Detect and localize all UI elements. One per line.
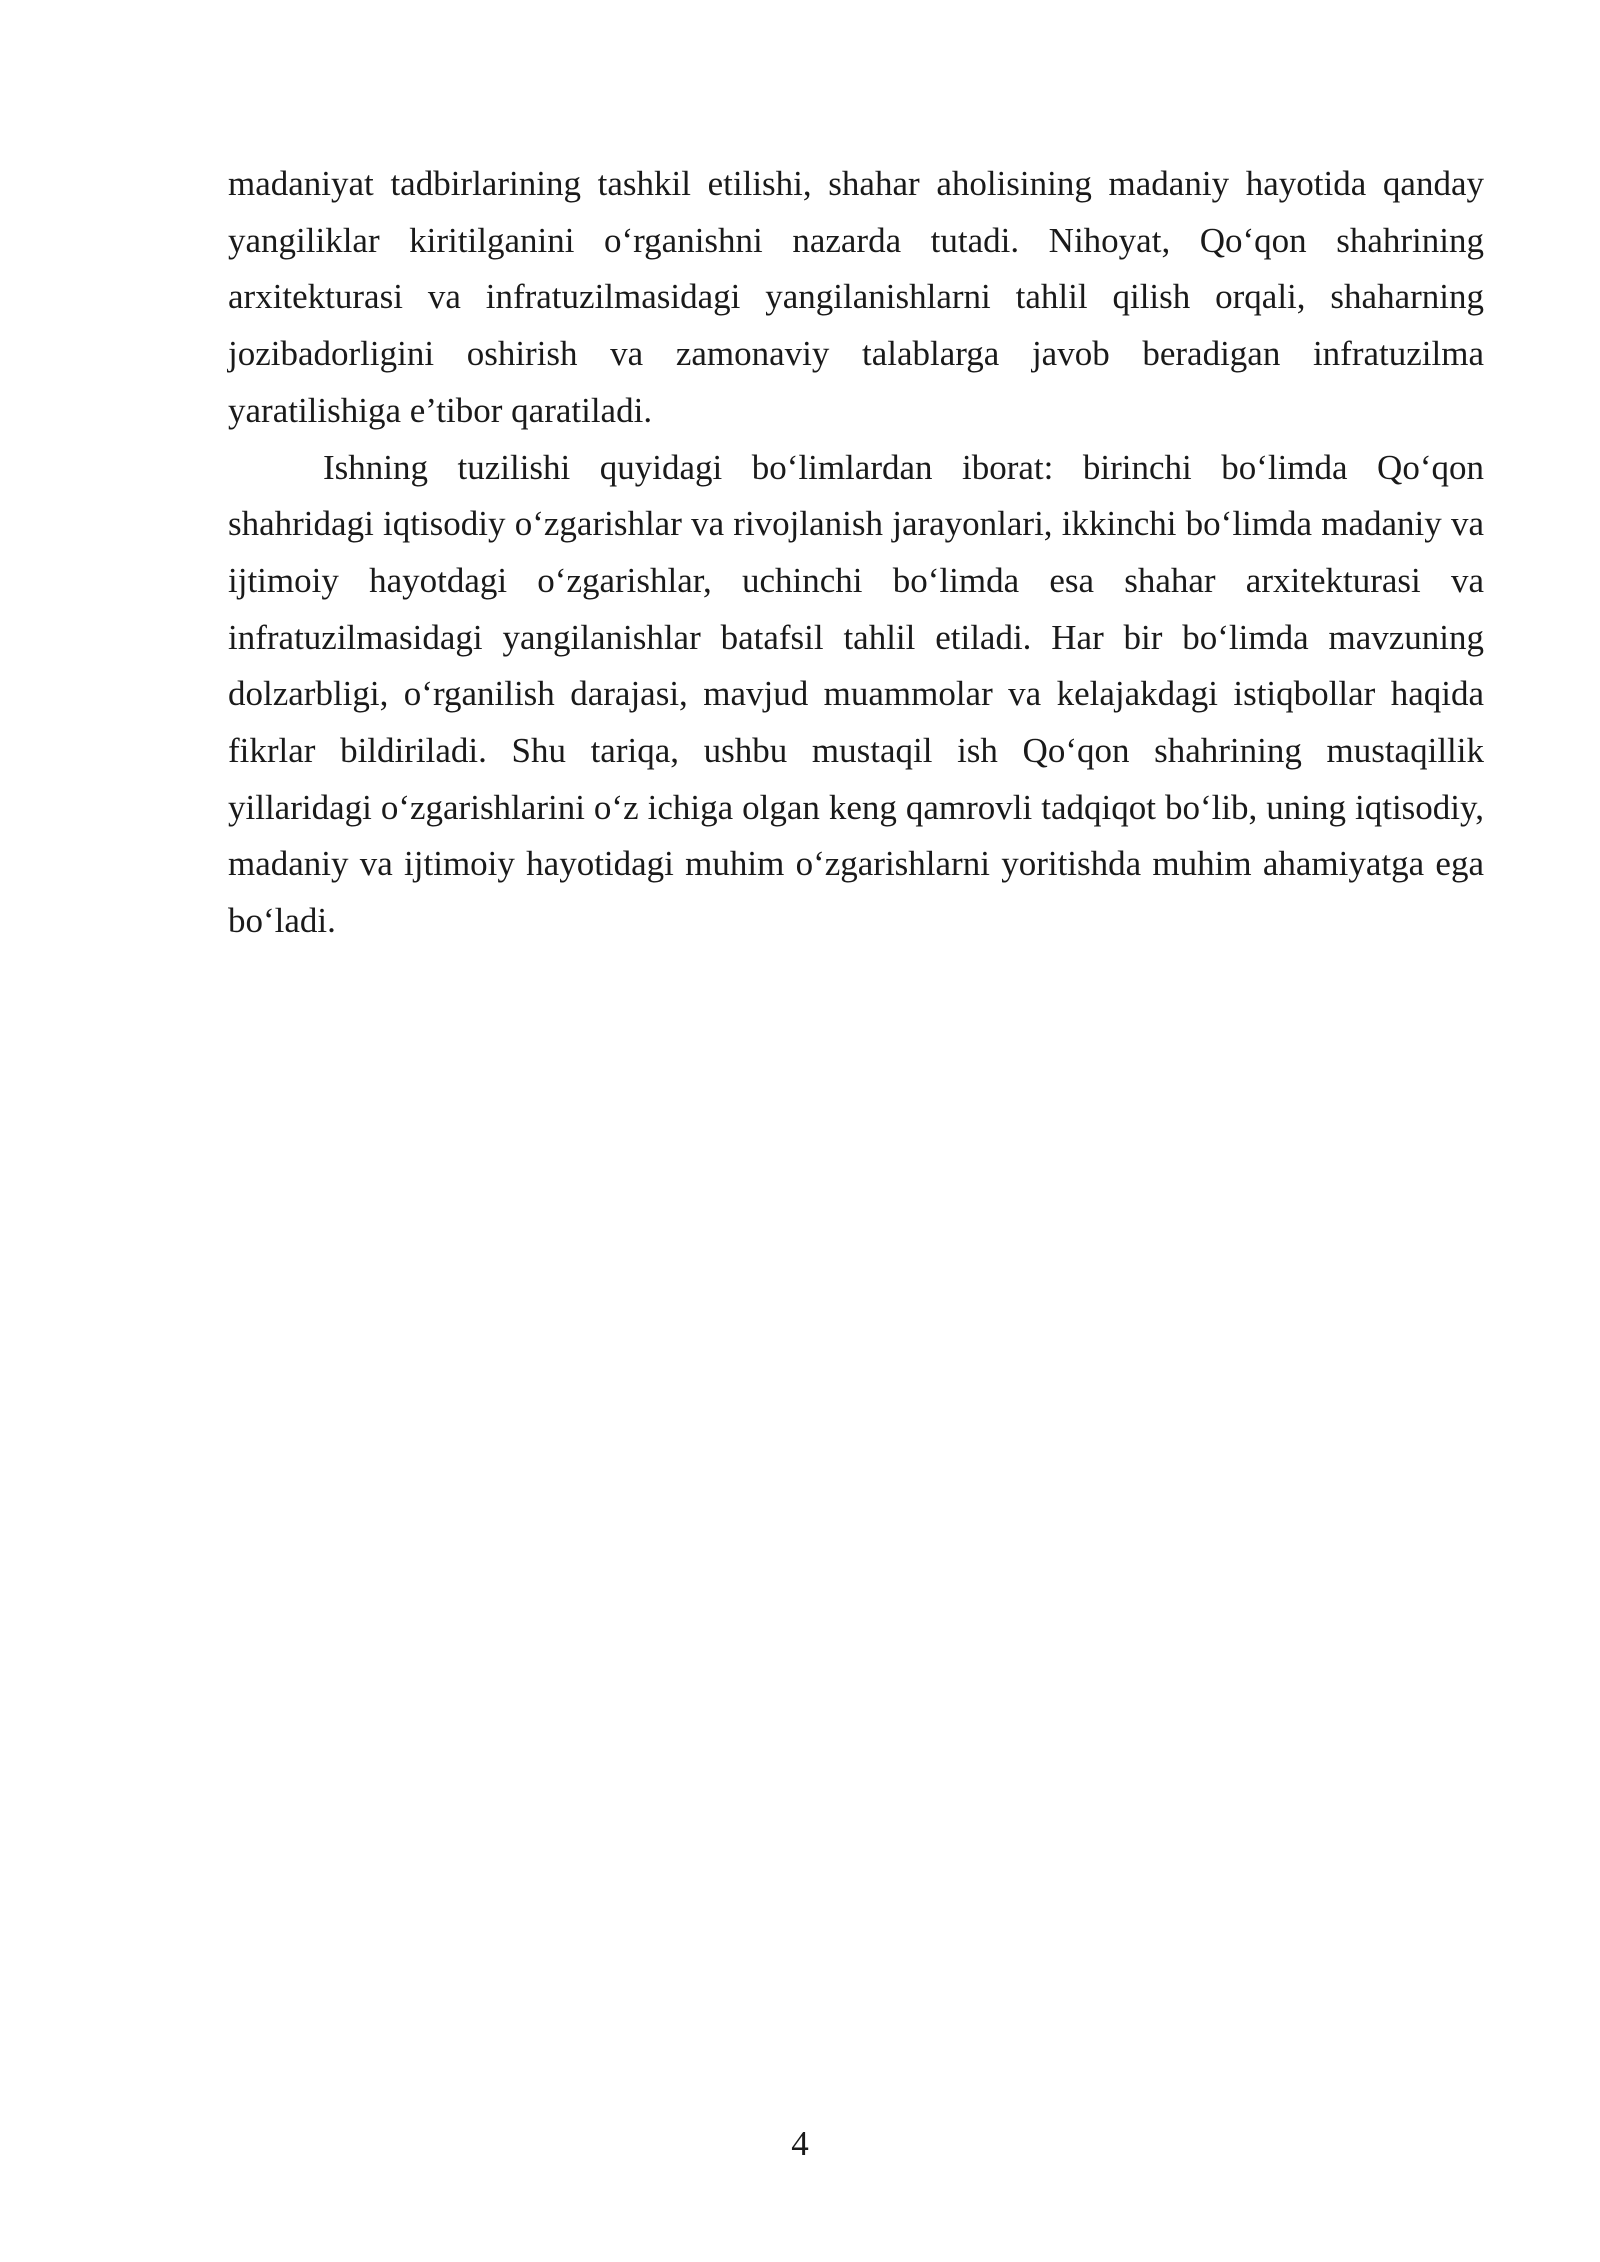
paragraph-continuation: madaniyat tadbirlarining tashkil etilishi, shahar aholisining madaniy hayotida qanday yangiliklar kiritilganini o‘rganishni nazarda tutadi. Nihoyat, Qo‘qon shahrining arxitekturasi va infratuzilmasidagi yangilanishlarni tahlil qilish orqali, shaharning jozibadorligini oshirish va zamonaviy talablarga javob beradigan infratuzilma yaratilishiga e’tibor qaratiladi.: [228, 164, 1484, 430]
page-number: 4: [791, 2124, 809, 2163]
body-text: [228, 156, 1484, 950]
paragraph-structure: Ishning tuzilishi quyidagi bo‘limlardan iborat: birinchi bo‘limda Qo‘qon shahridagi iqtisodiy o‘zgarishlar va rivojlanish jarayonlari, ikkinchi bo‘limda madaniy va ijtimoiy hayotdagi o‘zgarishlar, uchinchi bo‘limda esa shahar arxitekturasi va infratuzilmasidagi yangilanishlar batafsil tahlil etiladi. Har bir bo‘limda mavzuning dolzarbligi, o‘rganilish darajasi, mavjud muammolar va kelajakdagi istiqbollar haqida fikrlar bildiriladi. Shu tariqa, ushbu mustaqil ish Qo‘qon shahrining mustaqillik yillaridagi o‘zgarishlarini o‘z ichiga olgan keng qamrovli tadqiqot bo‘lib, uning iqtisodiy, madaniy va ijtimoiy hayotidagi muhim o‘zgarishlarni yoritishda muhim ahamiyatga ega bo‘ladi.: [228, 447, 1484, 941]
